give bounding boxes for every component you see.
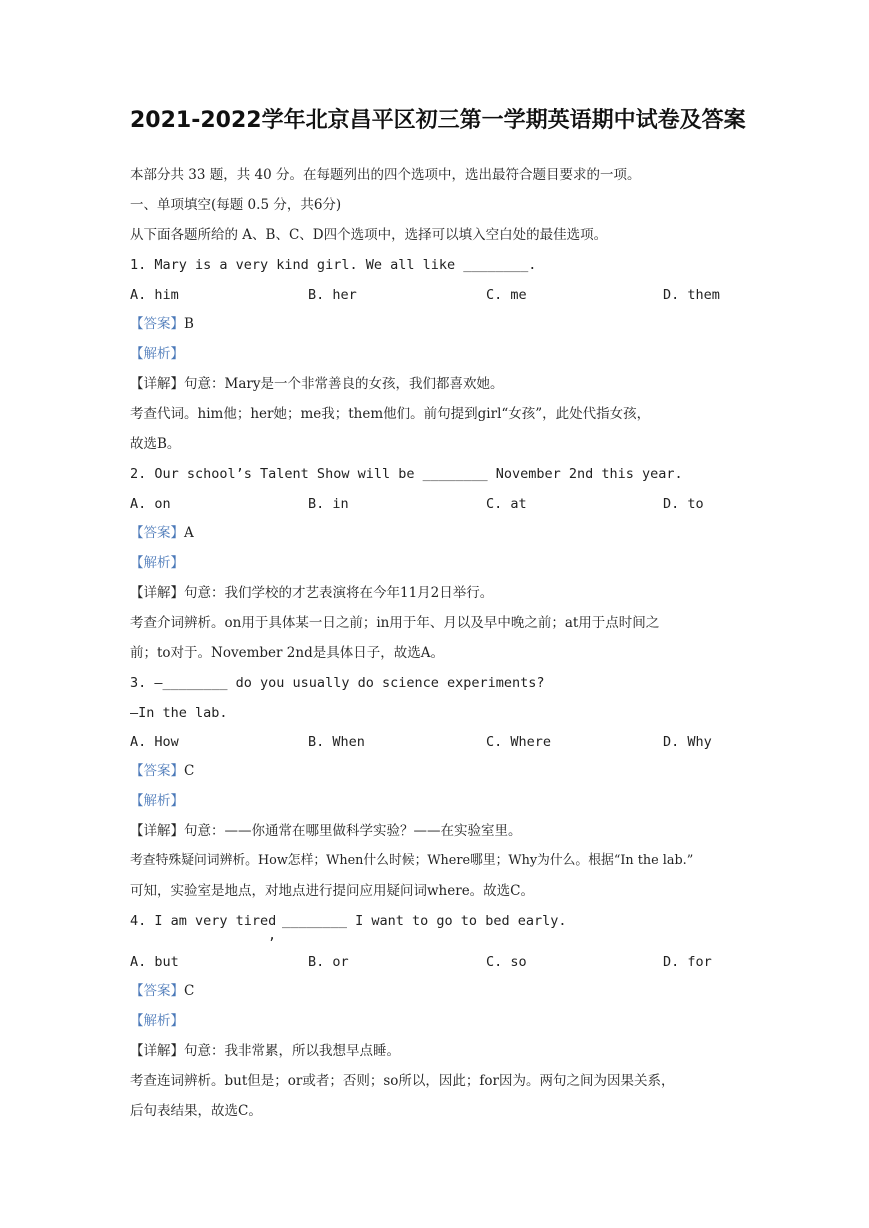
q2-answer — [130, 524, 194, 542]
q2-explanation-2: 前；to对于。November 2nd是具体日子，故选A。 — [130, 645, 444, 661]
q2-answer-value: A — [184, 525, 194, 541]
q4-analysis-tag: 【解析】 — [130, 1013, 184, 1029]
q4-option-a: A. but — [130, 954, 179, 970]
answer-tag: 【答案】 — [130, 525, 184, 541]
q4-option-d: D. for — [663, 954, 712, 970]
q1-answer — [130, 315, 194, 333]
q3-answer — [130, 762, 194, 780]
q4-option-b: B. or — [308, 954, 349, 970]
q1-option-d: D. them — [663, 287, 720, 303]
q4-stem-part1: 4. I am very tired — [130, 913, 277, 929]
q3-analysis-tag: 【解析】 — [130, 793, 184, 809]
q4-explanation-1: 考查连词辨析。but但是；or或者；否则；so所以，因此；for因为。两句之间为因果关系， — [130, 1073, 675, 1089]
q3-stem: 3. —________ do you usually do science experiments? — [130, 675, 545, 691]
q2-detail — [130, 584, 493, 602]
q2-stem: 2. Our school’s Talent Show will be ________ November 2nd this year. — [130, 466, 683, 482]
q3-option-b: B. When — [308, 734, 365, 750]
instruction-text: 从下面各题所给的 A、B、C、D四个选项中，选择可以填入空白处的最佳选项。 — [130, 227, 608, 243]
q4-detail — [130, 1042, 400, 1060]
detail-tag: 【详解】 — [130, 585, 184, 601]
q3-explanation-1: 考查特殊疑问词辨析。How怎样；When什么时候；Where哪里；Why为什么。根据“In the lab.” — [130, 853, 694, 868]
q2-option-b: B. in — [308, 496, 349, 512]
q1-detail — [130, 375, 503, 393]
intro-text: 本部分共 33 题，共 40 分。在每题列出的四个选项中，选出最符合题目要求的一项。 — [130, 167, 641, 183]
q2-detail-text: 句意：我们学校的才艺表演将在今年11月2日举行。 — [184, 585, 494, 601]
q4-stem-part2: ________ I want to go to bed early. — [282, 913, 567, 929]
answer-tag: 【答案】 — [130, 316, 184, 332]
q4-option-c: C. so — [486, 954, 527, 970]
q3-option-c: C. Where — [486, 734, 552, 750]
page-title: 2021-2022学年北京昌平区初三第一学期英语期中试卷及答案 — [130, 108, 746, 133]
q1-detail-text: 句意：Mary是一个非常善良的女孩，我们都喜欢她。 — [184, 376, 504, 392]
q4-explanation-2: 后句表结果，故选C。 — [130, 1103, 262, 1119]
q4-stem-comma: , — [268, 927, 277, 943]
q4-answer — [130, 982, 194, 1000]
q1-stem: 1. Mary is a very kind girl. We all like ________. — [130, 257, 537, 273]
q2-option-d: D. to — [663, 496, 704, 512]
q3-stem-reply: —In the lab. — [130, 705, 228, 721]
q3-detail-text: 句意：——你通常在哪里做科学实验？——在实验室里。 — [184, 823, 522, 839]
q1-analysis-tag: 【解析】 — [130, 346, 184, 362]
q3-option-d: D. Why — [663, 734, 712, 750]
answer-tag: 【答案】 — [130, 983, 184, 999]
q4-answer-value: C — [184, 983, 195, 999]
q1-option-c: C. me — [486, 287, 527, 303]
q1-option-a: A. him — [130, 287, 179, 303]
q2-option-a: A. on — [130, 496, 171, 512]
q3-option-a: A. How — [130, 734, 179, 750]
answer-tag: 【答案】 — [130, 763, 184, 779]
section-heading: 一、单项填空(每题 0.5 分，共6分) — [130, 197, 342, 213]
q1-explanation-2: 故选B。 — [130, 436, 181, 452]
detail-tag: 【详解】 — [130, 823, 184, 839]
q1-option-b: B. her — [308, 287, 357, 303]
q3-answer-value: C — [184, 763, 195, 779]
q3-explanation-2: 可知，实验室是地点，对地点进行提问应用疑问词where。故选C。 — [130, 883, 535, 899]
q3-detail — [130, 822, 522, 840]
q1-answer-value: B — [184, 316, 194, 332]
q2-analysis-tag: 【解析】 — [130, 555, 184, 571]
q4-detail-text: 句意：我非常累，所以我想早点睡。 — [184, 1043, 400, 1059]
detail-tag: 【详解】 — [130, 376, 184, 392]
detail-tag: 【详解】 — [130, 1043, 184, 1059]
q2-option-c: C. at — [486, 496, 527, 512]
q1-explanation-1: 考查代词。him他；her她；me我；them他们。前句提到girl“女孩”，此处代指女孩， — [130, 406, 651, 422]
q2-explanation-1: 考查介词辨析。on用于具体某一日之前；in用于年、月以及早中晚之前；at用于点时间之 — [130, 615, 660, 631]
